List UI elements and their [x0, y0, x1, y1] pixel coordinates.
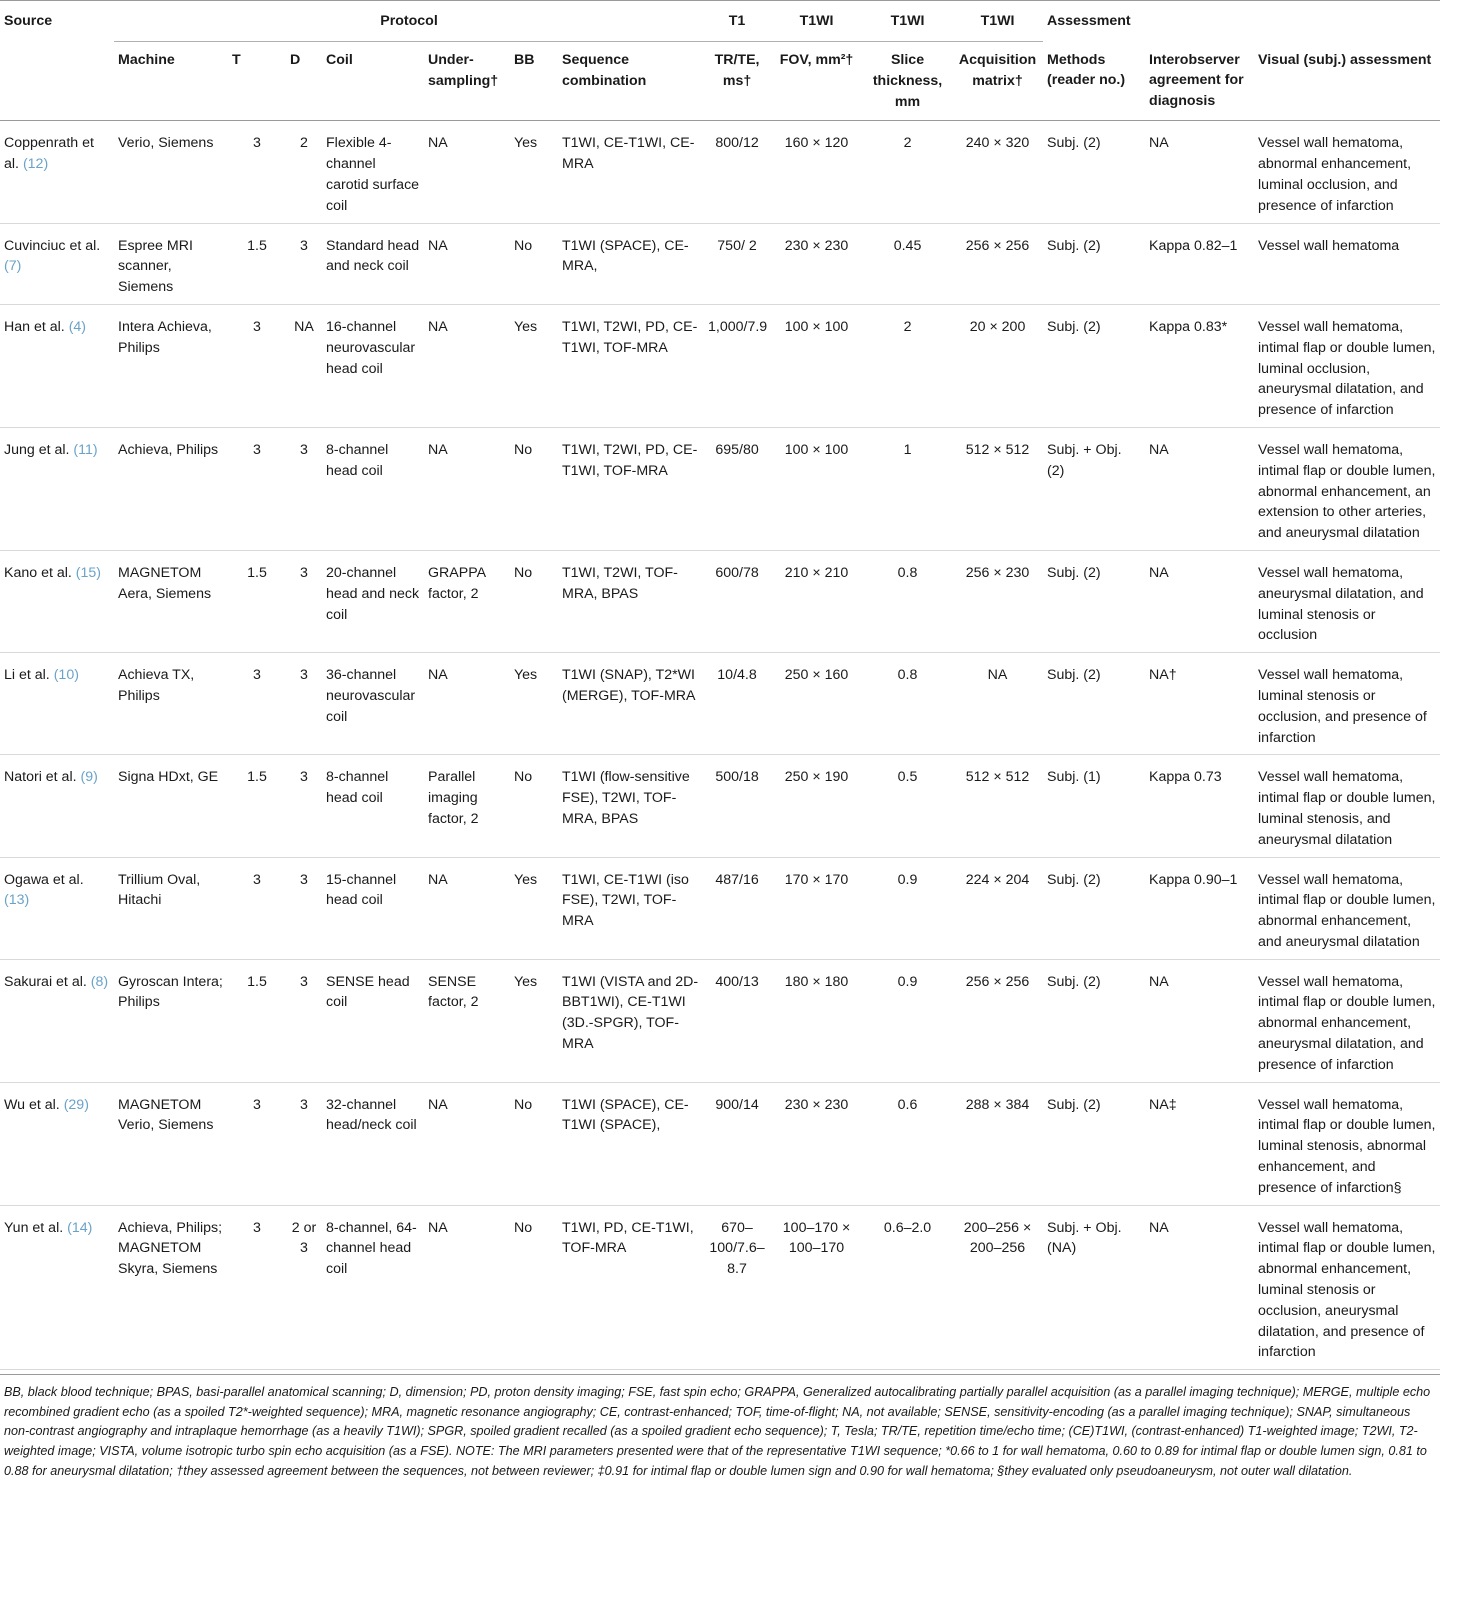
cell-fov: 100 × 100 — [784, 441, 849, 458]
source-name: Cuvinciuc et al. — [4, 237, 101, 254]
col-slice: Slice thickness, mm — [863, 42, 952, 121]
cell-d: 3 — [300, 441, 308, 458]
cell-visual: Vessel wall hematoma, abnormal enhancement, luminal occlusion, and presence of infarction — [1258, 135, 1412, 214]
cell-interobserver: NA† — [1149, 667, 1177, 684]
cell-undersampling: Parallel imaging factor, 2 — [428, 769, 479, 827]
cell-visual: Vessel wall hematoma — [1258, 237, 1400, 254]
cell-coil: 15-channel head coil — [326, 871, 397, 909]
col-d: D — [286, 42, 322, 121]
source-name: Kano et al. — [4, 564, 72, 581]
cell-undersampling: NA — [428, 1096, 448, 1113]
cell-source — [0, 304, 114, 427]
cell-bb: No — [514, 1219, 533, 1236]
col-coil: Coil — [322, 42, 424, 121]
cell-bb: No — [514, 769, 533, 786]
cell-t: 3 — [253, 1219, 261, 1236]
cell-fov: 160 × 120 — [784, 135, 849, 152]
cell-fov: 230 × 230 — [784, 1096, 849, 1113]
cell-trte: 1,000/7.9 — [708, 318, 768, 335]
cell-sequence: T1WI (VISTA and 2D-BBT1WI), CE-T1WI (3D.-SPGR), TOF-MRA — [562, 973, 699, 1053]
cell-d: NA — [294, 318, 314, 335]
cell-coil: SENSE head coil — [326, 973, 410, 1011]
cell-matrix: 224 × 204 — [965, 871, 1030, 888]
cell-source — [0, 550, 114, 652]
citation-link[interactable]: (11) — [73, 441, 98, 458]
cell-visual: Vessel wall hematoma, luminal stenosis or occlusion, and presence of infarction — [1258, 667, 1427, 746]
cell-bb: No — [514, 441, 533, 458]
cell-t: 1.5 — [247, 769, 267, 786]
table-footnote: BB, black blood technique; BPAS, basi-parallel anatomical scanning; D, dimension; PD, proton density imaging; FSE, fast spin echo; GRAPPA, Generalized autocalibrating partially parallel acquisition (as a parallel imaging technique); MERGE, multiple echo recombined gradient echo (as a spoiled T2*-weighted sequence); MRA, magnetic resonance angiography; CE, contrast-enhanced; TOF, time-of-flight; NA, not available; SENSE, sensitivity-encoding (as a parallel imaging technique); SNAP, simultaneous non-contrast angiography and intraplaque hemorrhage (as a heavily T1WI); SPGR, spoiled gradient recalled (as a spoiled gradient echo sequence); T, Tesla; TR/TE, repetition time/echo time; (CE)T1WI, (contrast-enhanced) T1-weighted image; T2WI, T2-weighted image; VISTA, volume isotropic turbo spin echo acquisition (as a FSE). NOTE: The MRI parameters presented were that of the representative T1WI sequence; *0.66 to 1 for wall hematoma, 0.60 to 0.89 for intimal flap or double lumen sign, 0.81 to 0.88 for aneurysmal dilatation; †they assessed agreement between the sequences, not between reviewer; ‡0.91 for intimal flap or double lumen sign and 0.90 for wall hematoma; §they evaluated only pseudoaneurysm, not outer wall dilatation. — [0, 1374, 1440, 1481]
cell-t: 1.5 — [247, 564, 267, 581]
cell-machine: Espree MRI scanner, Siemens — [118, 237, 193, 296]
citation-link[interactable]: (13) — [4, 892, 30, 909]
col-methods: Methods (reader no.) — [1043, 42, 1145, 121]
cell-fov: 250 × 160 — [784, 667, 849, 684]
cell-t: 3 — [253, 318, 261, 335]
col-machine: Machine — [114, 42, 228, 121]
header-group-row — [0, 1, 1440, 42]
cell-t: 1.5 — [247, 237, 267, 254]
cell-visual: Vessel wall hematoma, intimal flap or double lumen, abnormal enhancement, aneurysmal dilatation, and presence of infarction — [1258, 973, 1436, 1073]
cell-coil: 20-channel head and neck coil — [326, 564, 420, 623]
cell-undersampling: NA — [428, 667, 448, 684]
cell-methods: Subj. (2) — [1047, 564, 1101, 581]
table-row — [0, 550, 1440, 652]
cell-slice: 0.8 — [897, 564, 918, 581]
cell-interobserver: Kappa 0.83* — [1149, 318, 1228, 335]
cell-d: 3 — [300, 237, 308, 254]
col-source-blank — [0, 42, 114, 121]
cell-undersampling: GRAPPA factor, 2 — [428, 564, 486, 602]
col-fov: FOV, mm²† — [770, 42, 863, 121]
cell-sequence: T1WI (SNAP), T2*WI (MERGE), TOF-MRA — [562, 667, 696, 704]
cell-source — [0, 1082, 114, 1205]
cell-bb: Yes — [514, 135, 538, 152]
table-row — [0, 959, 1440, 1082]
cell-sequence: T1WI (flow-sensitive FSE), T2WI, TOF-MRA, BPAS — [562, 769, 690, 827]
cell-coil: Flexible 4-channel carotid surface coil — [326, 135, 420, 214]
cell-matrix: 256 × 256 — [965, 237, 1030, 254]
cell-coil: 8-channel, 64-channel head coil — [326, 1219, 417, 1278]
cell-slice: 0.9 — [897, 973, 918, 990]
cell-d: 3 — [300, 871, 308, 888]
cell-machine: Trillium Oval, Hitachi — [118, 871, 201, 909]
citation-link[interactable]: (7) — [4, 258, 22, 275]
cell-d: 3 — [300, 973, 308, 990]
cell-d: 3 — [300, 769, 308, 786]
cell-matrix: 256 × 230 — [965, 564, 1030, 581]
header-source: Source — [0, 1, 114, 42]
cell-undersampling: NA — [428, 871, 448, 888]
cell-matrix: 20 × 200 — [969, 318, 1026, 335]
table-row — [0, 857, 1440, 959]
cell-visual: Vessel wall hematoma, intimal flap or double lumen, luminal stenosis, and aneurysmal dilatation — [1258, 769, 1436, 848]
cell-methods: Subj. + Obj. (2) — [1047, 441, 1122, 479]
cell-undersampling: SENSE factor, 2 — [428, 973, 479, 1011]
cell-sequence: T1WI, T2WI, TOF-MRA, BPAS — [562, 564, 678, 602]
source-name: Yun et al. — [4, 1219, 64, 1236]
cell-machine: Verio, Siemens — [118, 135, 214, 152]
cell-fov: 210 × 210 — [784, 564, 849, 581]
cell-machine: Signa HDxt, GE — [118, 769, 219, 786]
table-row — [0, 121, 1440, 223]
cell-t: 3 — [253, 871, 261, 888]
cell-coil: Standard head and neck coil — [326, 237, 420, 275]
source-name: Ogawa et al. — [4, 871, 84, 888]
cell-source — [0, 857, 114, 959]
source-name: Han et al. — [4, 318, 65, 335]
cell-coil: 8-channel head coil — [326, 769, 389, 807]
cell-machine: MAGNETOM Verio, Siemens — [118, 1096, 214, 1134]
cell-slice: 0.6–2.0 — [883, 1219, 932, 1236]
cell-d: 2 or 3 — [291, 1219, 317, 1257]
citation-link[interactable]: (14) — [67, 1219, 93, 1236]
table-row — [0, 427, 1440, 550]
header-t1wi-fov: T1WI — [770, 1, 863, 42]
cell-matrix: 512 × 512 — [965, 441, 1030, 458]
cell-undersampling: NA — [428, 318, 448, 335]
cell-fov: 100–170 × 100–170 — [782, 1219, 851, 1257]
cell-trte: 695/80 — [715, 441, 759, 458]
cell-trte: 500/18 — [715, 769, 759, 786]
cell-sequence: T1WI (SPACE), CE-T1WI (SPACE), — [562, 1096, 689, 1134]
cell-slice: 2 — [903, 318, 912, 335]
cell-methods: Subj. (2) — [1047, 871, 1101, 888]
cell-visual: Vessel wall hematoma, intimal flap or double lumen, abnormal enhancement, an extension to other arteries, and aneurysmal dilatation — [1258, 441, 1436, 542]
cell-fov: 230 × 230 — [784, 237, 849, 254]
cell-trte: 487/16 — [715, 871, 759, 888]
cell-machine: Achieva TX, Philips — [118, 667, 195, 704]
cell-source — [0, 223, 114, 304]
cell-interobserver: NA — [1149, 135, 1169, 152]
cell-undersampling: NA — [428, 237, 448, 254]
cell-slice: 2 — [903, 135, 912, 152]
cell-trte: 10/4.8 — [717, 667, 757, 684]
cell-visual: Vessel wall hematoma, intimal flap or double lumen, abnormal enhancement, luminal stenosis or occlusion, aneurysmal dilatation, and presence of infarction — [1258, 1219, 1436, 1361]
cell-source — [0, 1205, 114, 1370]
cell-source — [0, 755, 114, 857]
cell-slice: 0.9 — [897, 871, 918, 888]
cell-slice: 0.8 — [897, 667, 918, 684]
citation-link[interactable]: (9) — [80, 769, 98, 786]
cell-slice: 0.6 — [897, 1096, 918, 1113]
cell-methods: Subj. + Obj. (NA) — [1047, 1219, 1122, 1257]
source-name: Sakurai et al. — [4, 973, 87, 990]
cell-slice: 0.5 — [897, 769, 918, 786]
cell-undersampling: NA — [428, 135, 448, 152]
cell-methods: Subj. (2) — [1047, 1096, 1101, 1113]
cell-fov: 100 × 100 — [784, 318, 849, 335]
col-trte: TR/TE, ms† — [704, 42, 770, 121]
cell-methods: Subj. (1) — [1047, 769, 1101, 786]
cell-undersampling: NA — [428, 1219, 448, 1236]
table-row — [0, 653, 1440, 755]
cell-matrix: 512 × 512 — [965, 769, 1030, 786]
cell-visual: Vessel wall hematoma, intimal flap or double lumen, luminal occlusion, aneurysmal dilatation, and presence of infarction — [1258, 318, 1436, 419]
cell-machine: MAGNETOM Aera, Siemens — [118, 564, 212, 602]
source-name: Li et al. — [4, 667, 50, 684]
cell-matrix: NA — [987, 667, 1008, 684]
cell-visual: Vessel wall hematoma, intimal flap or double lumen, abnormal enhancement, and aneurysmal dilatation — [1258, 871, 1436, 950]
cell-source — [0, 121, 114, 223]
cell-trte: 900/14 — [715, 1096, 759, 1113]
cell-bb: Yes — [514, 318, 538, 335]
cell-coil: 36-channel neurovascular coil — [326, 667, 416, 725]
source-name: Natori et al. — [4, 769, 77, 786]
cell-visual: Vessel wall hematoma, intimal flap or double lumen, luminal stenosis, abnormal enhancement, and presence of infarction§ — [1258, 1096, 1436, 1196]
cell-visual: Vessel wall hematoma, aneurysmal dilatation, and luminal stenosis or occlusion — [1258, 564, 1424, 644]
cell-interobserver: NA — [1149, 973, 1169, 990]
cell-interobserver: NA — [1149, 441, 1169, 458]
cell-interobserver: NA‡ — [1149, 1096, 1177, 1113]
table-row — [0, 304, 1440, 427]
cell-d: 3 — [300, 564, 308, 581]
cell-t: 1.5 — [247, 973, 267, 990]
cell-fov: 180 × 180 — [784, 973, 849, 990]
citation-link[interactable]: (15) — [75, 564, 102, 581]
col-undersampling: Under-sampling† — [424, 42, 510, 121]
cell-bb: Yes — [514, 973, 538, 990]
cell-coil: 8-channel head coil — [326, 441, 389, 479]
header-t1wi-slice: T1WI — [863, 1, 952, 42]
cell-bb: No — [514, 237, 533, 254]
citation-link[interactable]: (12) — [22, 156, 49, 173]
header-column-row — [0, 42, 1440, 121]
cell-methods: Subj. (2) — [1047, 318, 1101, 335]
cell-fov: 250 × 190 — [784, 769, 849, 786]
cell-sequence: T1WI, T2WI, PD, CE-T1WI, TOF-MRA — [562, 441, 698, 479]
citation-link[interactable]: (29) — [63, 1096, 89, 1113]
cell-coil: 16-channel neurovascular head coil — [326, 318, 416, 377]
cell-t: 3 — [253, 135, 261, 152]
table-row — [0, 223, 1440, 304]
cell-undersampling: NA — [428, 441, 448, 458]
col-bb: BB — [510, 42, 558, 121]
source-name: Wu et al. — [4, 1096, 60, 1113]
cell-d: 3 — [300, 1096, 308, 1113]
cell-matrix: 200–256 × 200–256 — [963, 1219, 1032, 1257]
cell-matrix: 256 × 256 — [965, 973, 1030, 990]
col-interobserver: Interobserver agreement for diagnosis — [1145, 42, 1254, 121]
table-row — [0, 1082, 1440, 1205]
cell-coil: 32-channel head/neck coil — [326, 1096, 417, 1134]
cell-sequence: T1WI, PD, CE-T1WI, TOF-MRA — [562, 1219, 694, 1257]
cell-source — [0, 653, 114, 755]
cell-methods: Subj. (2) — [1047, 135, 1101, 152]
cell-methods: Subj. (2) — [1047, 667, 1101, 684]
cell-machine: Intera Achieva, Philips — [118, 318, 212, 356]
col-matrix: Acquisition matrix† — [952, 42, 1043, 121]
table-row — [0, 1205, 1440, 1370]
col-t: T — [228, 42, 286, 121]
header-t1wi-matrix: T1WI — [952, 1, 1043, 42]
cell-fov: 170 × 170 — [784, 871, 849, 888]
cell-trte: 670–100/7.6–8.7 — [709, 1219, 765, 1278]
cell-slice: 1 — [903, 441, 912, 458]
header-assessment: Assessment — [1043, 1, 1145, 42]
col-visual: Visual (subj.) assessment — [1254, 42, 1440, 121]
cell-d: 3 — [300, 667, 308, 684]
col-sequence: Sequence combination — [558, 42, 704, 121]
table-body — [0, 121, 1440, 1370]
cell-t: 3 — [253, 441, 261, 458]
cell-sequence: T1WI, CE-T1WI, CE-MRA — [562, 135, 695, 173]
header-blank-1 — [1145, 1, 1254, 42]
cell-trte: 800/12 — [715, 135, 759, 152]
citation-link[interactable]: (4) — [68, 318, 87, 335]
cell-matrix: 240 × 320 — [965, 135, 1030, 152]
cell-bb: No — [514, 564, 533, 581]
cell-source — [0, 427, 114, 550]
cell-t: 3 — [253, 667, 261, 684]
header-protocol: Protocol — [114, 1, 704, 42]
cell-trte: 750/ 2 — [717, 237, 757, 254]
cell-interobserver: Kappa 0.73 — [1149, 769, 1222, 786]
cell-interobserver: Kappa 0.90–1 — [1149, 871, 1238, 888]
cell-trte: 600/78 — [715, 564, 759, 581]
cell-machine: Achieva, Philips — [118, 441, 219, 458]
cell-methods: Subj. (2) — [1047, 973, 1101, 990]
cell-machine: Gyroscan Intera; Philips — [118, 973, 223, 1011]
citation-link[interactable]: (10) — [53, 667, 79, 684]
cell-slice: 0.45 — [893, 237, 922, 254]
citation-link[interactable]: (8) — [90, 973, 109, 990]
header-blank-2 — [1254, 1, 1440, 42]
cell-interobserver: NA — [1149, 564, 1169, 581]
cell-matrix: 288 × 384 — [965, 1096, 1030, 1113]
cell-d: 2 — [300, 135, 308, 152]
cell-machine: Achieva, Philips; MAGNETOM Skyra, Siemens — [118, 1219, 223, 1278]
cell-bb: Yes — [514, 667, 538, 684]
cell-bb: Yes — [514, 871, 538, 888]
cell-source — [0, 959, 114, 1082]
cell-bb: No — [514, 1096, 533, 1113]
source-name: Jung et al. — [4, 441, 70, 458]
cell-sequence: T1WI, CE-T1WI (iso FSE), T2WI, TOF-MRA — [562, 871, 689, 930]
cell-methods: Subj. (2) — [1047, 237, 1101, 254]
cell-t: 3 — [253, 1096, 261, 1113]
cell-sequence: T1WI (SPACE), CE-MRA, — [562, 237, 689, 275]
cell-interobserver: NA — [1149, 1219, 1169, 1236]
cell-sequence: T1WI, T2WI, PD, CE-T1WI, TOF-MRA — [562, 318, 698, 356]
table-row — [0, 755, 1440, 857]
source-name: Coppenrath et al. — [4, 135, 94, 173]
header-t1: T1 — [704, 1, 770, 42]
cell-trte: 400/13 — [715, 973, 759, 990]
cell-interobserver: Kappa 0.82–1 — [1149, 237, 1238, 254]
